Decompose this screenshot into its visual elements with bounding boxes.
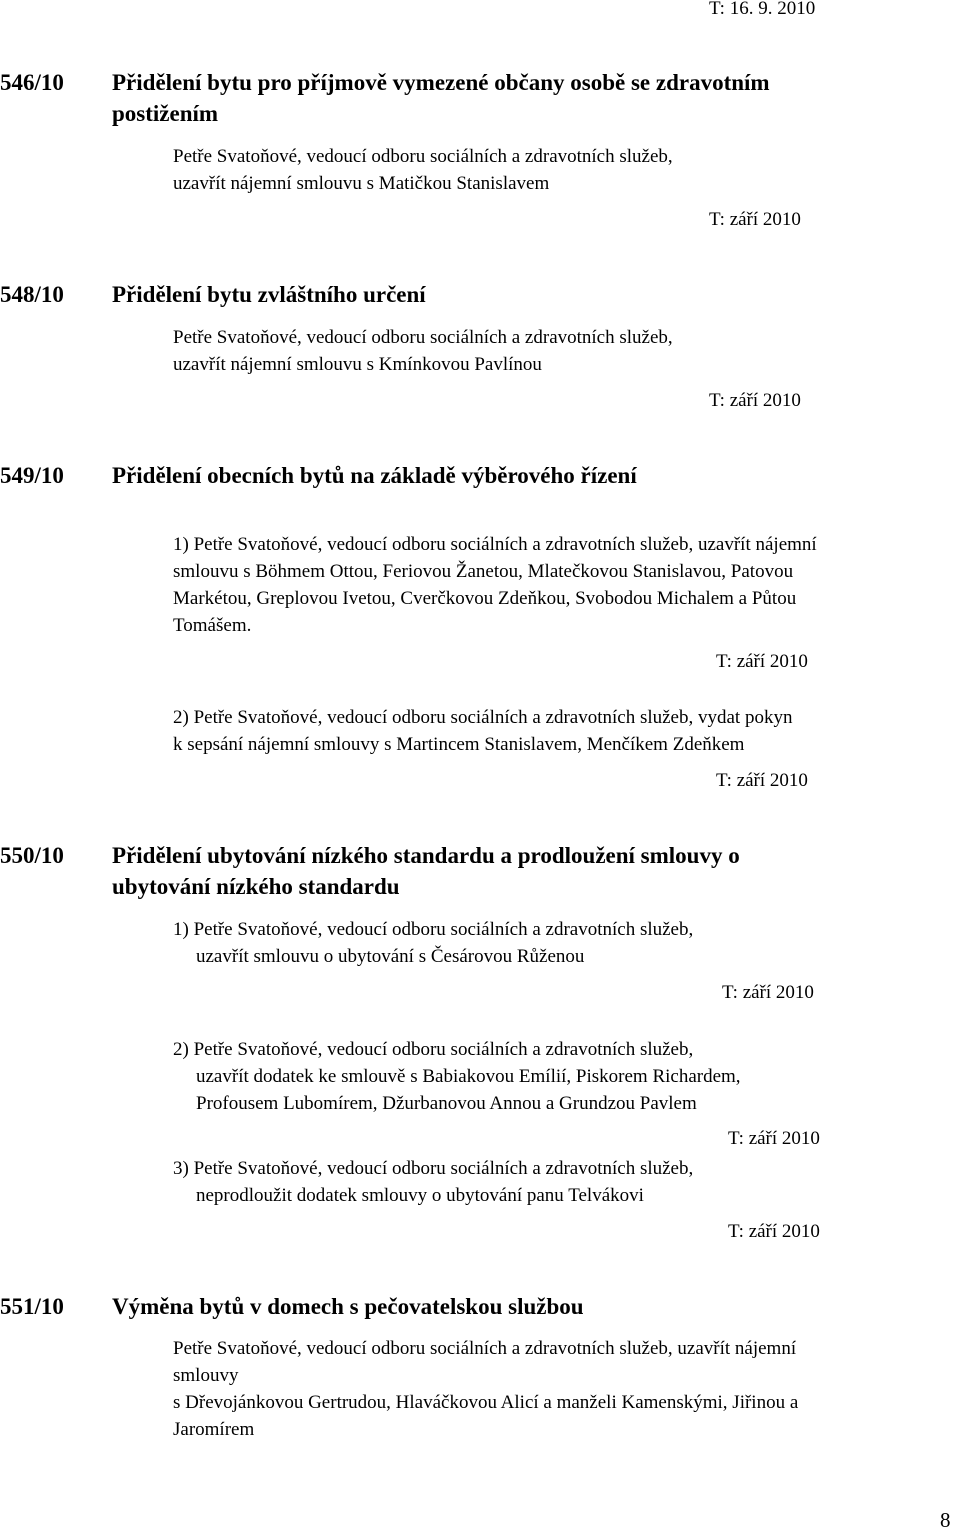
- resolution-number: 551/10: [0, 1294, 64, 1319]
- resolution-title: ubytování nízkého standardu: [112, 874, 400, 899]
- resolution-number: 548/10: [0, 282, 64, 307]
- resolution-text-line: neprodloužit dodatek smlouvy o ubytování panu Telvákovi: [196, 1185, 644, 1206]
- resolution-text-line: 2) Petře Svatoňové, vedoucí odboru sociálních a zdravotních služeb, vydat pokyn: [173, 707, 793, 728]
- resolution-number: 550/10: [0, 843, 64, 868]
- term-date: T: září 2010: [722, 982, 814, 1003]
- term-date: T: září 2010: [709, 390, 801, 411]
- resolution-text-line: 1) Petře Svatoňové, vedoucí odboru sociálních a zdravotních služeb, uzavřít nájemní: [173, 534, 817, 555]
- resolution-title: Přidělení obecních bytů na základě výběrového řízení: [112, 463, 637, 488]
- resolution-text-line: smlouvy: [173, 1365, 239, 1386]
- resolution-text-line: smlouvu s Böhmem Ottou, Feriovou Žanetou, Mlatečkovou Stanislavou, Patovou: [173, 561, 794, 582]
- resolution-title: Přidělení bytu pro příjmově vymezené občany osobě se zdravotním: [112, 70, 770, 95]
- resolution-text-line: uzavřít smlouvu o ubytování s Česárovou Růženou: [196, 946, 585, 967]
- resolution-title: Přidělení bytu zvláštního určení: [112, 282, 426, 307]
- resolution-text-line: s Dřevojánkovou Gertrudou, Hlaváčkovou Alicí a manželi Kamenskými, Jiřinou a: [173, 1392, 799, 1413]
- resolution-title: postižením: [112, 101, 219, 126]
- resolution-title: Výměna bytů v domech s pečovatelskou službou: [112, 1294, 584, 1319]
- resolution-text-line: Petře Svatoňové, vedoucí odboru sociálních a zdravotních služeb,: [173, 146, 673, 167]
- header-date: T: 16. 9. 2010: [709, 0, 816, 19]
- resolution-number: 546/10: [0, 70, 64, 95]
- resolution-text-line: Petře Svatoňové, vedoucí odboru sociálních a zdravotních služeb,: [173, 327, 673, 348]
- resolution-text-line: 2) Petře Svatoňové, vedoucí odboru sociálních a zdravotních služeb,: [173, 1039, 694, 1060]
- resolution-text-line: Markétou, Greplovou Ivetou, Cverčkovou Zdeňkou, Svobodou Michalem a Půtou: [173, 588, 797, 609]
- resolution-text-line: uzavřít dodatek ke smlouvě s Babiakovou Emílií, Piskorem Richardem,: [196, 1066, 741, 1087]
- resolution-number: 549/10: [0, 463, 64, 488]
- term-date: T: září 2010: [728, 1221, 820, 1242]
- resolution-text-line: uzavřít nájemní smlouvu s Matičkou Stanislavem: [173, 173, 550, 194]
- resolution-text-line: Jaromírem: [173, 1419, 255, 1440]
- page-number: 8: [940, 1508, 951, 1532]
- resolution-text-line: Petře Svatoňové, vedoucí odboru sociálních a zdravotních služeb, uzavřít nájemní: [173, 1338, 797, 1359]
- term-date: T: září 2010: [709, 209, 801, 230]
- term-date: T: září 2010: [716, 770, 808, 791]
- resolution-text-line: uzavřít nájemní smlouvu s Kmínkovou Pavlínou: [173, 354, 542, 375]
- resolution-text-line: k sepsání nájemní smlouvy s Martincem Stanislavem, Menčíkem Zdeňkem: [173, 734, 745, 755]
- resolution-text-line: 3) Petře Svatoňové, vedoucí odboru sociálních a zdravotních služeb,: [173, 1158, 694, 1179]
- resolution-text-line: 1) Petře Svatoňové, vedoucí odboru sociálních a zdravotních služeb,: [173, 919, 694, 940]
- resolution-text-line: Profousem Lubomírem, Džurbanovou Annou a Grundzou Pavlem: [196, 1093, 697, 1114]
- term-date: T: září 2010: [716, 651, 808, 672]
- resolution-title: Přidělení ubytování nízkého standardu a prodloužení smlouvy o: [112, 843, 740, 868]
- term-date: T: září 2010: [728, 1128, 820, 1149]
- resolution-text-line: Tomášem.: [173, 615, 252, 636]
